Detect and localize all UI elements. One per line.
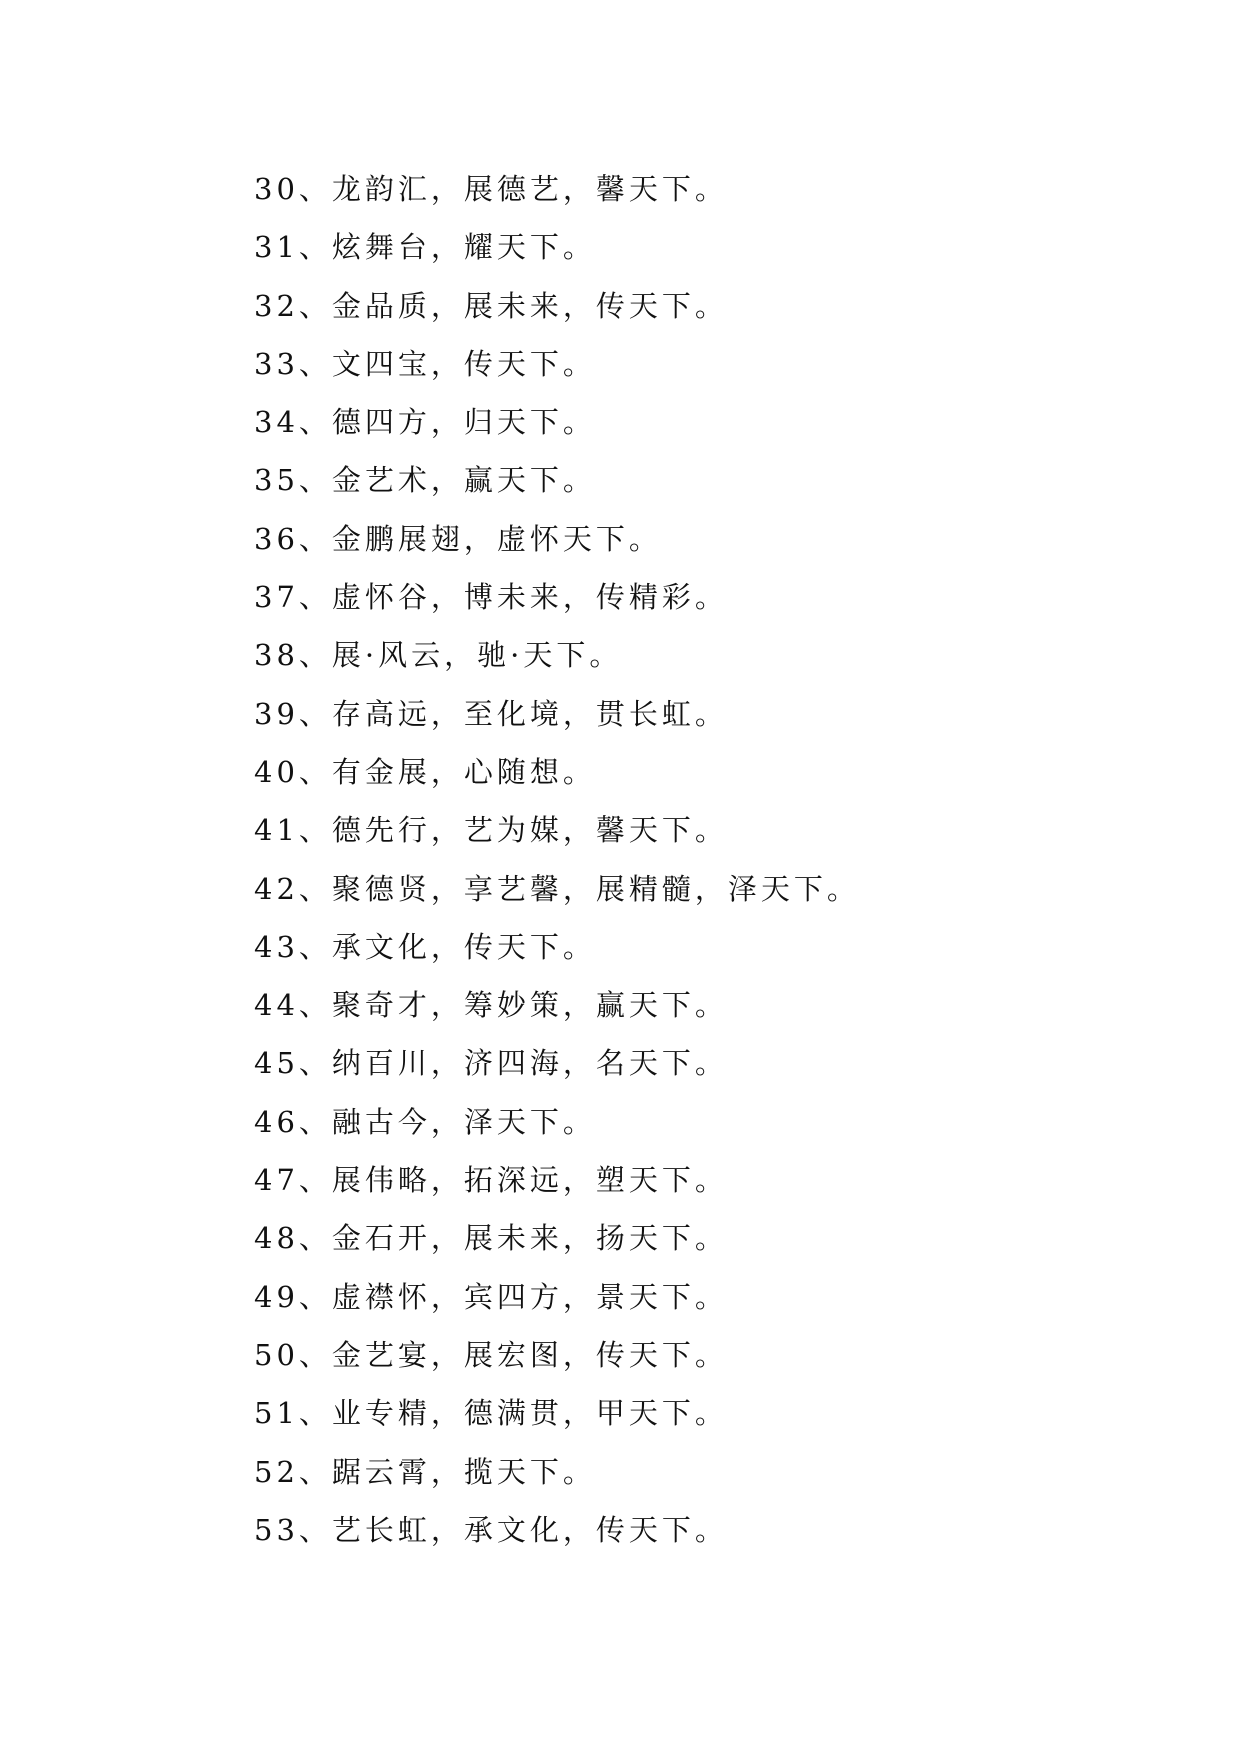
list-item: 43、承文化，传天下。 <box>254 929 596 964</box>
list-item: 49、虚襟怀，宾四方，景天下。 <box>254 1279 728 1314</box>
list-item: 33、文四宝，传天下。 <box>254 346 596 381</box>
list-item: 52、踞云霄，揽天下。 <box>254 1454 596 1489</box>
list-item: 41、德先行，艺为媒，馨天下。 <box>254 813 728 848</box>
list-item: 45、纳百川，济四海，名天下。 <box>254 1046 728 1081</box>
list-item: 34、德四方，归天下。 <box>254 405 596 440</box>
list-item: 39、存高远，至化境，贯长虹。 <box>254 696 728 731</box>
list-item: 48、金石开，展未来，扬天下。 <box>254 1221 728 1256</box>
list-item: 46、融古今，泽天下。 <box>254 1104 596 1139</box>
list-item: 36、金鹏展翅，虚怀天下。 <box>254 521 662 556</box>
list-item: 32、金品质，展未来，传天下。 <box>254 288 728 323</box>
list-item: 53、艺长虹，承文化，传天下。 <box>254 1512 728 1547</box>
list-item: 37、虚怀谷，博未来，传精彩。 <box>254 580 728 615</box>
list-item: 50、金艺宴，展宏图，传天下。 <box>254 1337 728 1372</box>
list-item: 30、龙韵汇，展德艺，馨天下。 <box>254 172 728 206</box>
list-item: 38、展·风云，驰·天下。 <box>254 638 623 673</box>
list-item: 35、金艺术，赢天下。 <box>254 463 596 498</box>
list-item: 42、聚德贤，享艺馨，展精髓，泽天下。 <box>254 871 860 906</box>
list-item: 31、炫舞台，耀天下。 <box>254 230 596 265</box>
list-item: 47、展伟略，拓深远，塑天下。 <box>254 1163 728 1198</box>
list-item: 40、有金展，心随想。 <box>254 754 596 789</box>
list-item: 51、业专精，德满贯，甲天下。 <box>254 1396 728 1431</box>
slogan-list <box>254 160 860 1559</box>
list-item: 44、聚奇才，筹妙策，赢天下。 <box>254 988 728 1023</box>
